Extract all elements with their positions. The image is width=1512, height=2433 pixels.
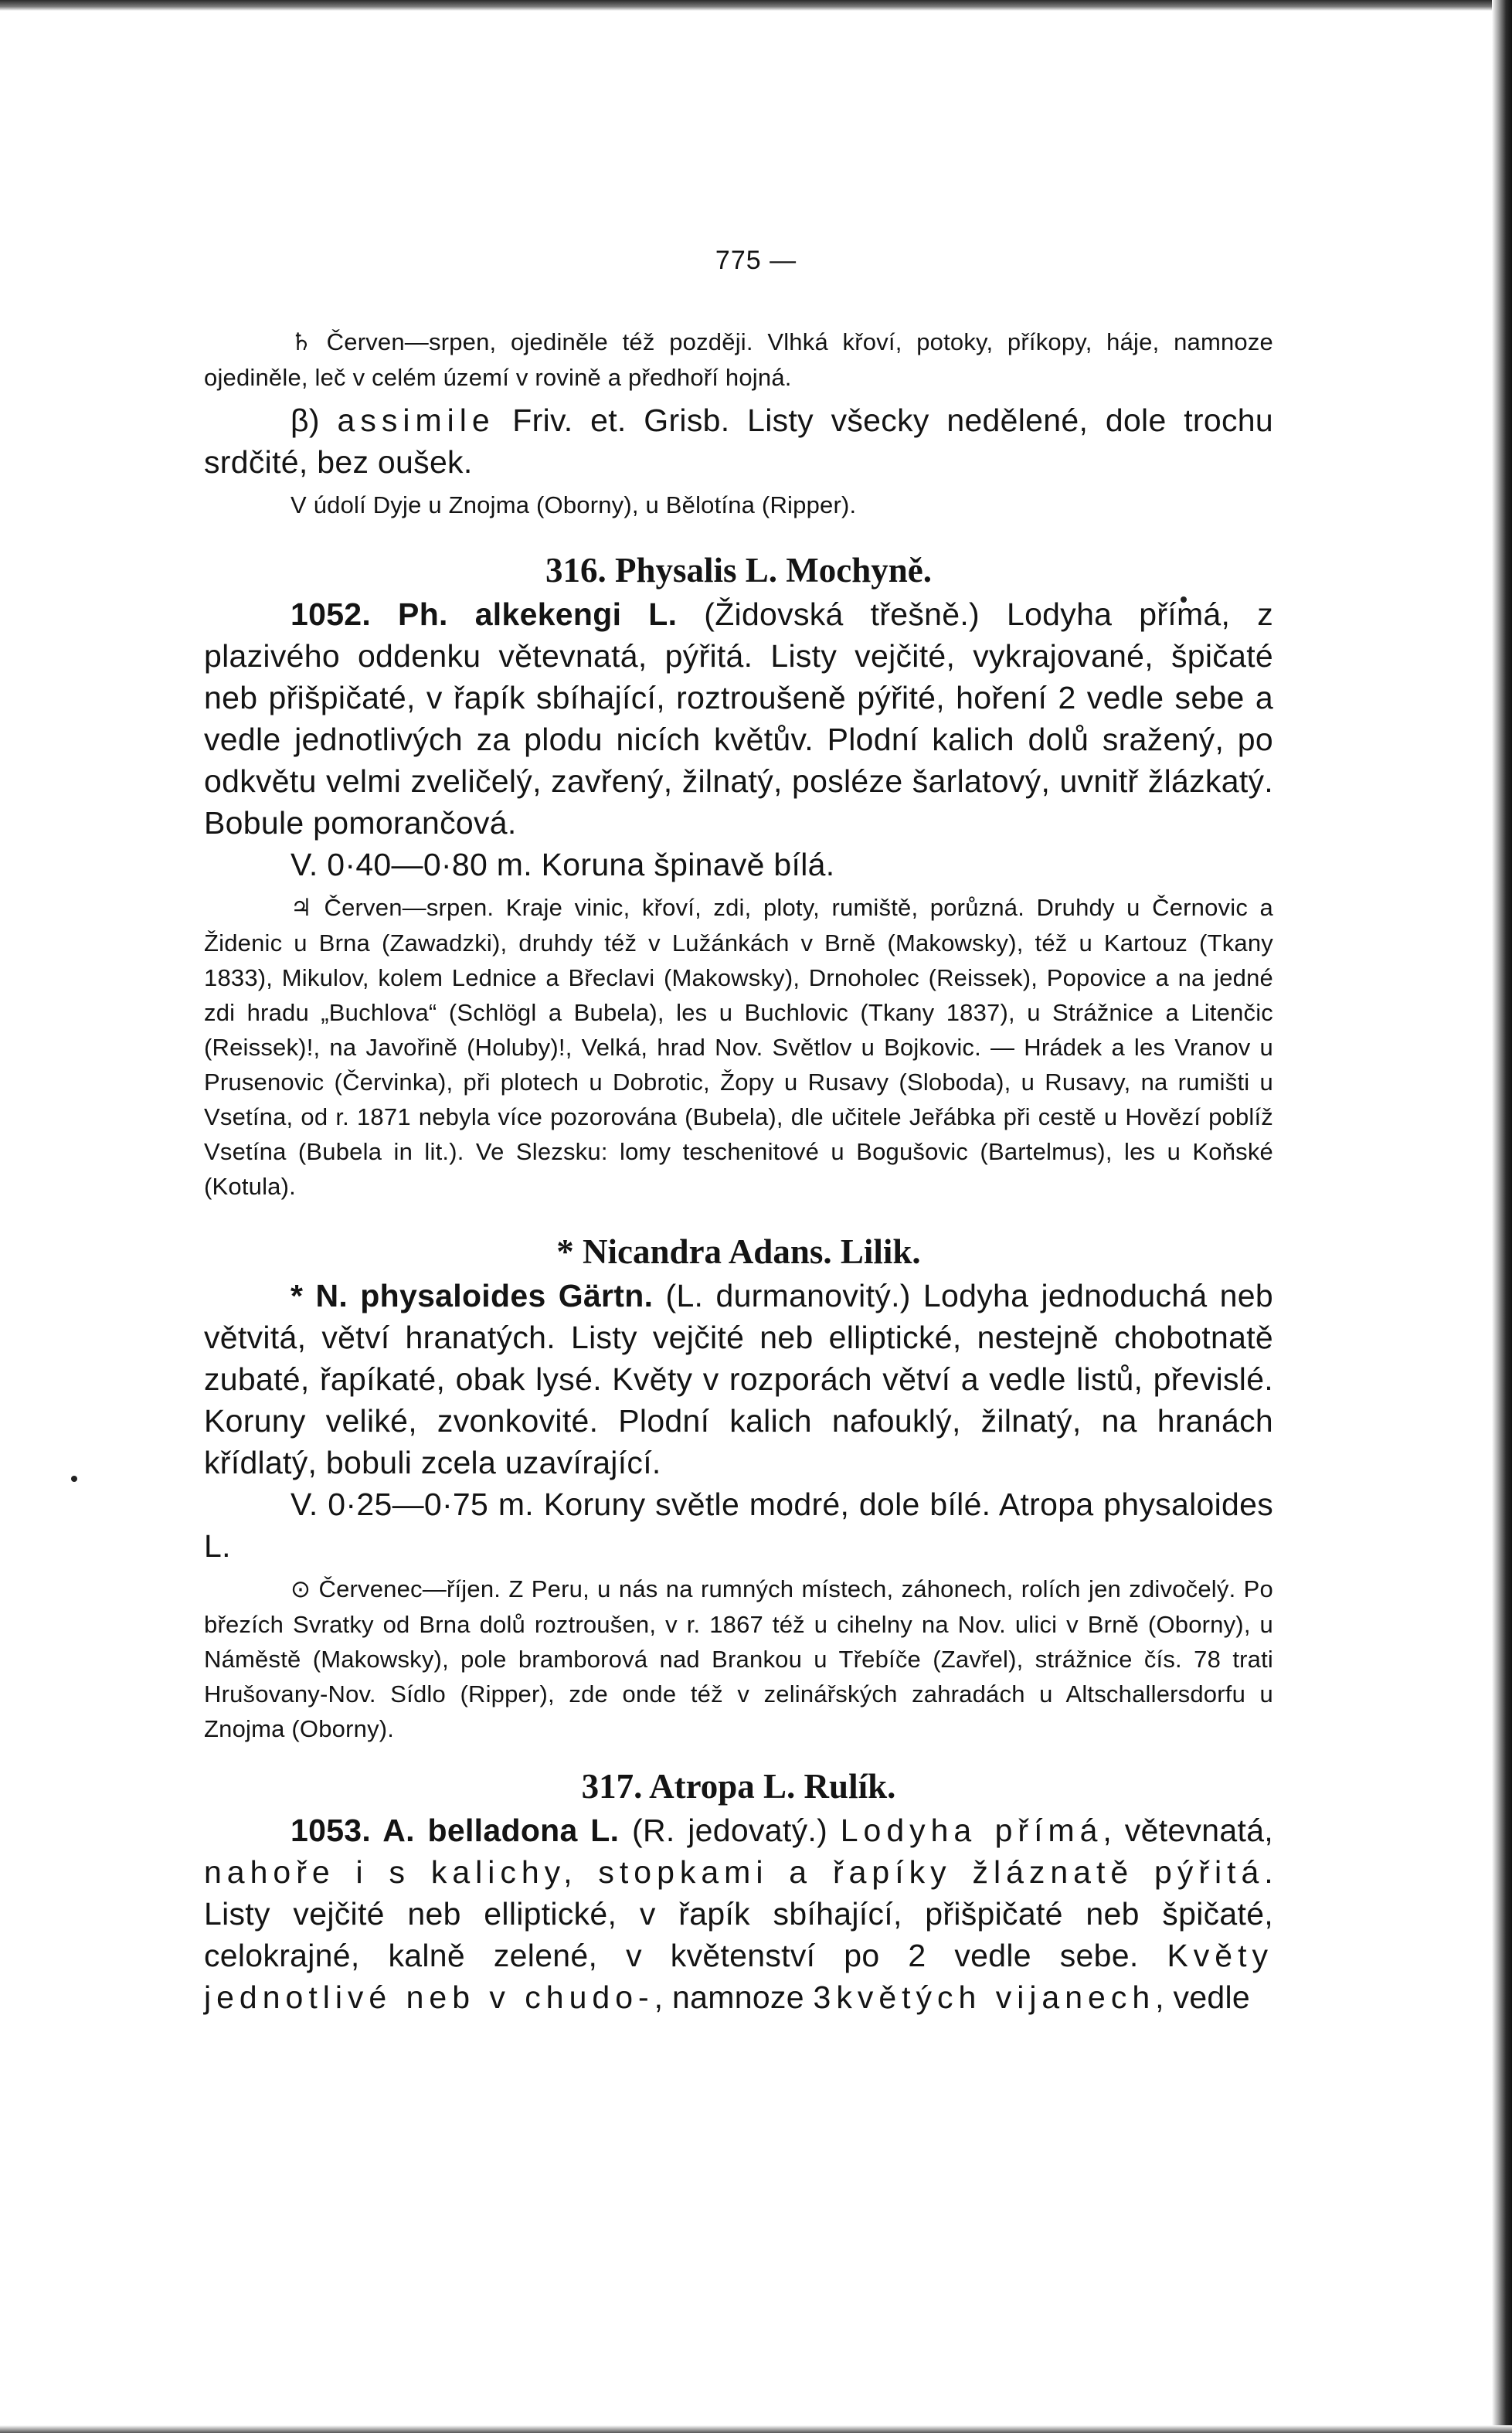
variety-locality: V údolí Dyje u Znojma (Oborny), u Bělotína (Ripper). xyxy=(291,491,857,518)
annual-symbol: ⊙ xyxy=(291,1575,311,1603)
page-number: 775 — xyxy=(715,246,797,275)
species-number-name: 1053. A. belladona L. xyxy=(291,1813,620,1848)
species-description-1053: 1053. A. belladona L. (R. jedovatý.) Lodyha přímá, větevnatá, nahoře i s kalichy, stopkami a řapíky žláznatě pýřitá. Listy vejčité neb elliptické, v řapík sbíhající, přišpičaté neb špičaté, celokrajné, kalně zelené, v květenství po 2 vedle sebe. Květy jednotlivé neb v chudo-, namnoze 3květých vijanech, vedle xyxy=(204,1813,1273,2015)
genus-heading-atropa: 317. Atropa L. Rulík. xyxy=(581,1767,896,1806)
species-description-nicandra: * N. physaloides Gärtn. (L. durmanovitý.) Lodyha jednoduchá neb větvitá, větví hranatých. Listy vejčité neb elliptické, nestejně chobotnatě zubaté, řapíkaté, obak lysé. Květy v rozporách větví a vedle listů, převislé. Koruny veliké, zvonkovité. Plodní kalich nafouklý, žilnatý, na hranách křídlatý, bobuli zcela uzavírající. xyxy=(204,1278,1273,1480)
scan-speck xyxy=(71,1476,77,1482)
species-size-nicandra: V. 0·25—0·75 m. Koruny světle modré, dole bílé. Atropa physaloides L. xyxy=(204,1487,1273,1564)
variety-description: β) assimile Friv. et. Grisb. Listy všecky nedělené, dole trochu srdčité, bez oušek. xyxy=(204,403,1273,480)
species-number-name: 1052. Ph. alkekengi L. xyxy=(291,596,678,632)
species-distribution-1052: ♃ Červen—srpen. Kraje vinic, křoví, zdi, ploty, rumiště, porůzná. Druhdy u Černovic a Židenic u Brna (Zawadzki), druhdy též v Lužánkách v Brně (Makowsky), též u Kartouz (Tkany 1833), Mikulov, kolem Lednice a Břeclavi (Makowsky), Drnoholec (Reissek), Popovice a na jedné zdi hradu „Buchlova“ (Schlögl a Bubela), les u Buchlovic (Tkany 1837), u Strážnice a Litenčic (Reissek)!, na Javořině (Holuby)!, Velká, hrad Nov. Světlov u Bojkovic. — Hrádek a les Vranov u Prusenovic (Červinka), při plotech u Dobrotic, Žopy u Rusavy (Sloboda), u Rusavy, na rumišti u Vsetína, od r. 1871 nebyla více pozorována (Bubela), dle učitele Jeřábka při cestě u Hovězí poblíž Vsetína (Bubela in lit.). Ve Slezsku: lomy teschenitové u Bogušovic (Bartelmus), les u Koňské (Kotula). xyxy=(204,894,1273,1200)
species-distribution-nicandra: ⊙ Červenec—říjen. Z Peru, u nás na rumných místech, záhonech, rolích jen zdivočelý. Po březích Svratky od Brna dolů roztroušen, v r. 1867 též u cihelny na Nov. ulici v Brně (Oborny), u Náměstě (Makowsky), pole bramborová nad Brankou u Třebíče (Zavřel), strážnice čís. 78 trati Hrušovany-Nov. Sídlo (Ripper), zde onde též v zelinářských zahradách u Altschallersdorfu u Znojma (Oborny). xyxy=(204,1575,1273,1742)
species-size-1052: V. 0·40—0·80 m. Koruna špinavě bílá. xyxy=(291,847,835,882)
flowering-note: ♄ Červen—srpen, ojediněle též později. Vlhká křoví, potoky, příkopy, háje, namnoze ojediněle, leč v celém území v rovině a předhoří hojná. xyxy=(204,328,1273,391)
species-number-name: * N. physaloides Gärtn. xyxy=(291,1278,654,1313)
scan-edge-top xyxy=(0,0,1512,11)
perennial-symbol: ♃ xyxy=(291,894,312,922)
biennial-symbol: ♄ xyxy=(291,328,312,356)
genus-heading-physalis: 316. Physalis L. Mochyně. xyxy=(545,551,933,590)
scan-edge-bottom xyxy=(0,2425,1512,2433)
page-body xyxy=(204,325,1273,2018)
genus-heading-nicandra: * Nicandra Adans. Lilik. xyxy=(556,1232,921,1271)
scan-edge-right xyxy=(1492,0,1512,2433)
species-description-1052: 1052. Ph. alkekengi L. (Židovská třešně.) Lodyha přímá, z plazivého oddenku větevnatá, pýřitá. Listy vejčité, vykrajované, špičaté neb přišpičaté, v řapík sbíhající, roztroušeně pýřité, hoření 2 vedle sebe a vedle jednotlivých za plodu nicích květův. Plodní kalich dolů sražený, po odkvětu velmi zveličelý, zavřený, žilnatý, posléze šarlatový, uvnitř žlázkatý. Bobule pomorančová. xyxy=(204,596,1273,841)
